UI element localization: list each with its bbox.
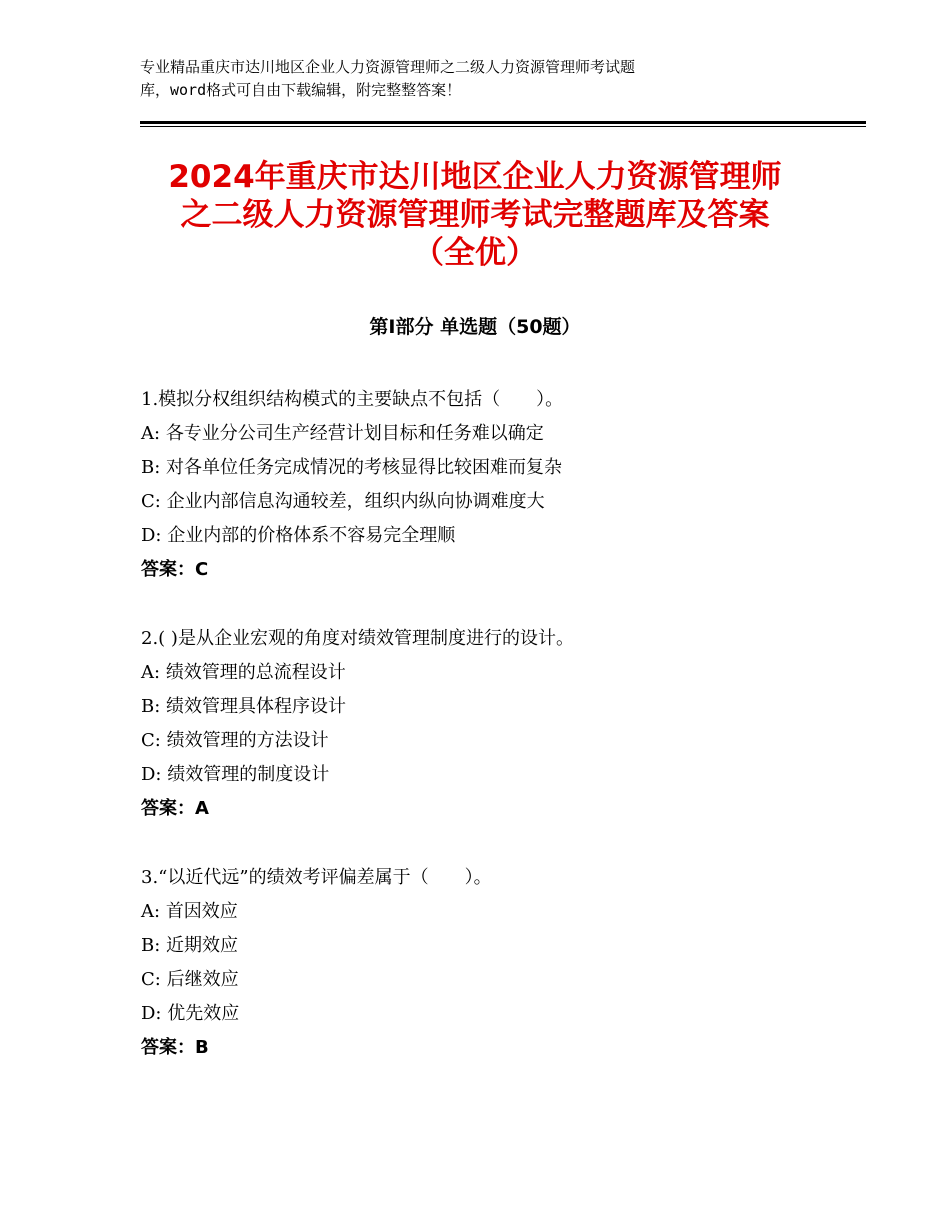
option-d (141, 997, 861, 1031)
option-b (141, 451, 861, 485)
option-text: 企业内部的价格体系不容易完全理顺 (167, 525, 456, 546)
option-key: A: (141, 423, 161, 444)
answer-label: 答案：C (141, 559, 209, 580)
question-3 (141, 861, 861, 1065)
header-divider-thick (140, 121, 866, 124)
option-d (141, 519, 861, 553)
option-b (141, 690, 861, 724)
header-note (140, 56, 840, 102)
option-text: 绩效管理的方法设计 (166, 730, 329, 751)
question-1 (141, 383, 861, 587)
option-key: A: (141, 662, 161, 683)
header-note-line: 库，word格式可自由下载编辑，附完整整答案！ (140, 81, 462, 99)
option-key: B: (141, 935, 161, 956)
option-key: B: (141, 457, 161, 478)
option-key: C: (141, 730, 161, 751)
option-text: 后继效应 (166, 969, 239, 990)
option-key: C: (141, 491, 161, 512)
option-key: D: (141, 525, 162, 546)
title-line: 2024年重庆市达川地区企业人力资源管理师 (168, 159, 782, 195)
title-line: （全优） (413, 235, 537, 271)
question-stem: 1.模拟分权组织结构模式的主要缺点不包括（ ）。 (141, 389, 564, 410)
question-stem: 2.( )是从企业宏观的角度对绩效管理制度进行的设计。 (141, 628, 574, 649)
option-text: 绩效管理具体程序设计 (166, 696, 347, 717)
question-stem: 3.“以近代远”的绩效考评偏差属于（ ）。 (141, 867, 492, 888)
option-text: 绩效管理的制度设计 (167, 764, 330, 785)
option-key: A: (141, 901, 161, 922)
option-c (141, 963, 861, 997)
option-c (141, 485, 861, 519)
section-title: 第Ⅰ部分 单选题（50题） (369, 316, 581, 338)
title-line: 之二级人力资源管理师考试完整题库及答案 (180, 197, 770, 233)
answer-label: 答案：A (141, 798, 209, 819)
option-a (141, 656, 861, 690)
option-key: D: (141, 764, 162, 785)
option-a (141, 417, 861, 451)
option-text: 近期效应 (166, 935, 239, 956)
answer-label: 答案：B (141, 1037, 209, 1058)
option-key: B: (141, 696, 161, 717)
option-b (141, 929, 861, 963)
option-text: 各专业分公司生产经营计划目标和任务难以确定 (165, 423, 544, 444)
option-text: 对各单位任务完成情况的考核显得比较困难而复杂 (166, 457, 563, 478)
option-text: 首因效应 (165, 901, 238, 922)
header-note-line: 专业精品重庆市达川地区企业人力资源管理师之二级人力资源管理师考试题 (140, 58, 636, 76)
option-key: C: (141, 969, 161, 990)
option-text: 优先效应 (167, 1003, 240, 1024)
option-c (141, 724, 861, 758)
option-text: 企业内部信息沟通较差，组织内纵向协调难度大 (166, 491, 545, 512)
header-divider-thin (140, 126, 866, 127)
option-d (141, 758, 861, 792)
option-text: 绩效管理的总流程设计 (165, 662, 346, 683)
option-key: D: (141, 1003, 162, 1024)
question-list (141, 383, 861, 1100)
document-title (110, 158, 840, 272)
option-a (141, 895, 861, 929)
question-2 (141, 622, 861, 826)
